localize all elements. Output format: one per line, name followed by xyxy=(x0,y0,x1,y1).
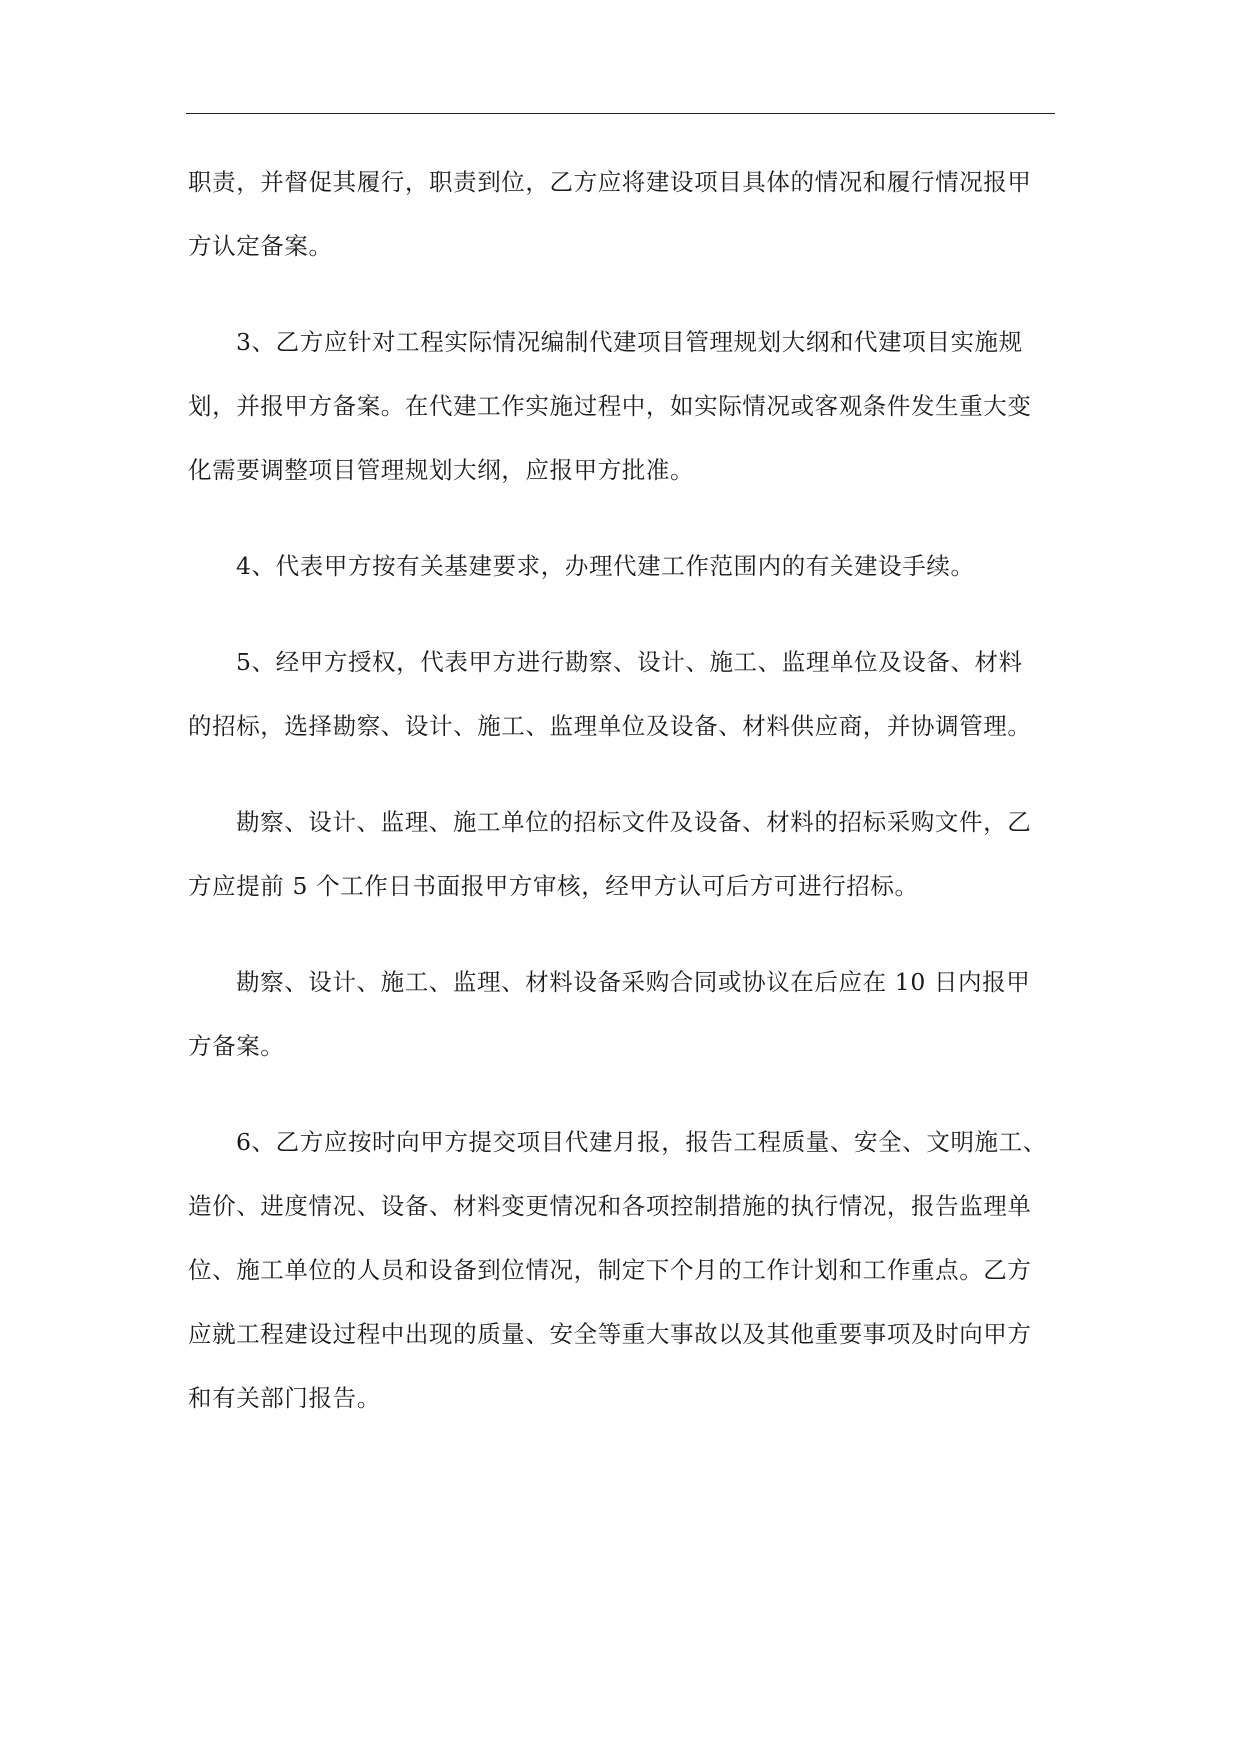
paragraph-item-3 xyxy=(188,310,1056,502)
paragraph-tender-documents xyxy=(188,790,1056,918)
paragraph-item-6 xyxy=(188,1110,1056,1430)
text-line: 应就工程建设过程中出现的质量、安全等重大事故以及其他重要事项及时向甲方 xyxy=(188,1320,1032,1348)
text-line: 化需要调整项目管理规划大纲，应报甲方批准。 xyxy=(188,456,695,484)
text-line: 方应提前 5 个工作日书面报甲方审核，经甲方认可后方可进行招标。 xyxy=(188,872,919,900)
text-line: 勘察、设计、施工、监理、材料设备采购合同或协议在后应在 10 日内报甲 xyxy=(236,968,1031,996)
text-line: 5、经甲方授权，代表甲方进行勘察、设计、施工、监理单位及设备、材料 xyxy=(236,648,1023,676)
text-line: 和有关部门报告。 xyxy=(188,1384,381,1412)
text-line: 方备案。 xyxy=(188,1032,285,1060)
text-line: 造价、进度情况、设备、材料变更情况和各项控制措施的执行情况，报告监理单 xyxy=(188,1192,1032,1220)
text-line: 4、代表甲方按有关基建要求，办理代建工作范围内的有关建设手续。 xyxy=(236,552,975,580)
text-line: 划，并报甲方备案。在代建工作实施过程中，如实际情况或客观条件发生重大变 xyxy=(188,392,1032,420)
text-line: 职责，并督促其履行，职责到位，乙方应将建设项目具体的情况和履行情况报甲 xyxy=(188,168,1032,196)
text-line: 方认定备案。 xyxy=(188,232,333,260)
paragraph-contract-filing xyxy=(188,950,1056,1078)
header-rule xyxy=(186,113,1055,114)
paragraph-continuation xyxy=(188,150,1056,278)
text-line: 3、乙方应针对工程实际情况编制代建项目管理规划大纲和代建项目实施规 xyxy=(236,328,1023,356)
text-line: 位、施工单位的人员和设备到位情况，制定下个月的工作计划和工作重点。乙方 xyxy=(188,1256,1032,1284)
text-line: 6、乙方应按时向甲方提交项目代建月报，报告工程质量、安全、文明施工、 xyxy=(236,1128,1047,1156)
text-line: 的招标，选择勘察、设计、施工、监理单位及设备、材料供应商，并协调管理。 xyxy=(188,712,1032,740)
paragraph-item-4 xyxy=(188,534,1056,598)
paragraph-item-5 xyxy=(188,630,1056,758)
text-line: 勘察、设计、监理、施工单位的招标文件及设备、材料的招标采购文件，乙 xyxy=(236,808,1032,836)
